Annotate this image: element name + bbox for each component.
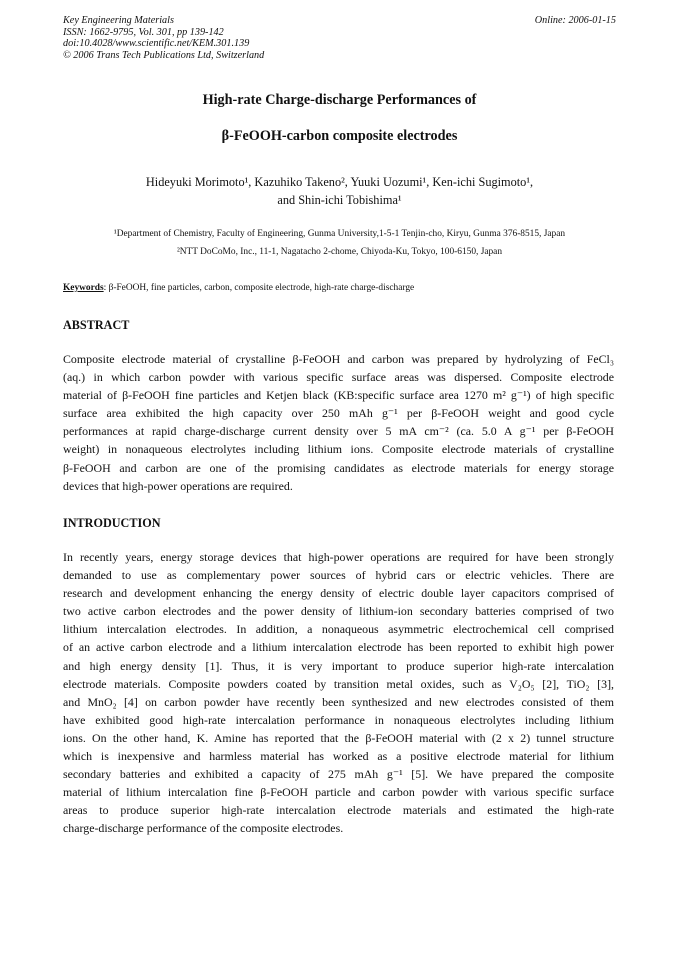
abstract-heading: ABSTRACT	[63, 318, 130, 332]
journal-name: Key Engineering Materials	[63, 15, 174, 26]
text-line: lithium intercalation electrodes. In addition, a nonaqueous asymmetric electrochemical cell comprised	[63, 622, 614, 637]
introduction-paragraph	[63, 548, 614, 838]
text-line: demanded to use as complementary power sources of hybrid cars or electric vehicles. There are	[63, 568, 614, 583]
text-line: which is inexpensive and harmless material has worked as a positive electrode material for lithium	[63, 749, 614, 764]
paper-title-line-2: β-FeOOH-carbon composite electrodes	[221, 128, 458, 144]
text-line: weight) in nonaqueous electrolytes including lithium ions. Composite electrode materials of crystalline	[63, 442, 614, 457]
text-line: charge-discharge performance of the composite electrodes.	[63, 821, 344, 836]
text-line: surface area exhibited the high capacity over 250 mAh g⁻¹ per β-FeOOH weight and good cycle	[63, 406, 614, 421]
text-line: ions. On the other hand, K. Amine has reported that the β-FeOOH material with (2 x 2) tunnel structure	[63, 730, 614, 745]
text-line: have exhibited good high-rate intercalation performance in nonaqueous electrolytes including lithium	[63, 712, 614, 727]
keywords-label: Keywords	[63, 283, 104, 293]
text-line: electrode materials. Composite powders coated by transition metal oxides, such as V₂O₅ [2], TiO₂ [3],	[63, 676, 614, 691]
text-line: and high energy density [1]. Thus, it is very important to produce superior high-rate intercalation	[63, 658, 614, 673]
affiliation-2: ²NTT DoCoMo, Inc., 11-1, Nagatacho 2-chome, Chiyoda-Ku, Tokyo, 100-6150, Japan	[176, 247, 503, 257]
text-line: two active carbon electrodes and the power density of lithium-ion secondary batteries comprised of two	[63, 604, 614, 619]
text-line: areas to produce superior high-rate intercalation electrode materials and estimated the high-rate	[63, 803, 614, 818]
text-line: material of β-FeOOH fine particles and Ketjen black (KB:specific surface area 1270 m² g⁻¹) of high specific	[63, 388, 614, 403]
author-line-1: Hideyuki Morimoto¹, Kazuhiko Takeno², Yuuki Uozumi¹, Ken-ichi Sugimoto¹,	[145, 175, 534, 189]
text-line: (aq.) in which carbon powder with various specific surface areas was dispersed. Composite electrode	[63, 370, 614, 385]
paper-title-line-1: High-rate Charge-discharge Performances of	[202, 92, 477, 108]
text-line: and MnO₂ [4] on carbon powder have recently been synthesized and new electrodes consisted of them	[63, 694, 614, 709]
running-header	[63, 15, 616, 61]
copyright-line: © 2006 Trans Tech Publications Ltd, Switzerland	[63, 49, 265, 61]
introduction-heading: INTRODUCTION	[63, 516, 161, 530]
text-line: In recently years, energy storage devices that high-power operations are required for have been strongly	[63, 550, 614, 564]
doi-line: doi:10.4028/www.scientific.net/KEM.301.139	[63, 38, 250, 50]
text-line: performances at rapid charge-discharge current density over 5 mA cm⁻² (ca. 5.0 A g⁻¹ per β-FeOOH	[63, 424, 614, 439]
keywords-text: : β-FeOOH, fine particles, carbon, composite electrode, high-rate charge-discharge	[103, 283, 415, 293]
text-line: research and development enhancing the energy density of electric double layer capacitors comprised of	[63, 586, 614, 601]
author-list	[63, 173, 616, 209]
affiliation-1: ¹Department of Chemistry, Faculty of Engineering, Gunma University,1-5-1 Tenjin-cho, Kiryu, Gunma 376-8515, Japan	[113, 229, 566, 239]
text-line: devices that high-power operations are required.	[63, 478, 293, 493]
issn-line: ISSN: 1662-9795, Vol. 301, pp 139-142	[63, 26, 224, 38]
text-line: of an active carbon electrode and a lithium intercalation electrode has been reported to exhibit high power	[63, 640, 614, 655]
author-line-2: and Shin-ichi Tobishima¹	[277, 193, 402, 207]
online-date: Online: 2006-01-15	[534, 15, 616, 26]
text-line: material of lithium intercalation fine β-FeOOH particle and carbon powder with various specific surface	[63, 785, 614, 800]
abstract-paragraph	[63, 350, 614, 495]
keywords	[63, 283, 616, 293]
text-line: secondary batteries and exhibited a capacity of 275 mAh g⁻¹ [5]. We have prepared the composite	[63, 767, 614, 782]
text-line: Composite electrode material of crystalline β-FeOOH and carbon was prepared by hydrolyzing of FeCl₃	[63, 352, 614, 366]
text-line: β-FeOOH and carbon are one of the promising candidates as electrode materials for energy storage	[63, 460, 614, 475]
